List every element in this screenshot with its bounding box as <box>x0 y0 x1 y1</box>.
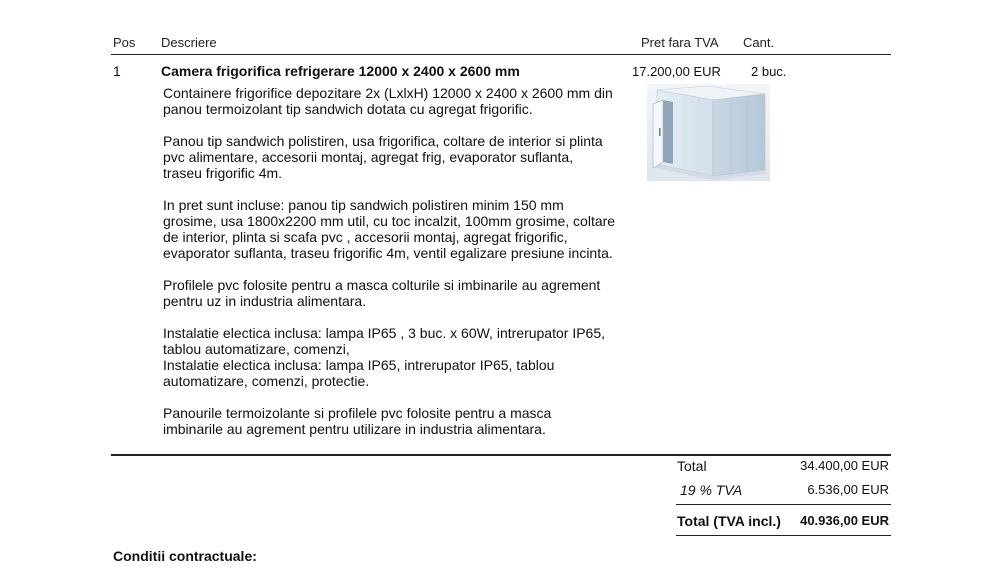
totals-rule <box>676 504 891 505</box>
total-incl-label: Total (TVA incl.) <box>677 513 781 529</box>
tva-value: 6.536,00 EUR <box>807 482 889 497</box>
desc-paragraph: Panou tip sandwich polistiren, usa frigorifica, coltare de interior si plinta pvc alimentare, accesorii montaj, agregat frig, evaporator suflanta, traseu frigorific 4m. <box>163 133 603 181</box>
item-qty: 2 buc. <box>751 64 787 79</box>
cold-room-illustration <box>647 84 770 181</box>
header-pret: Pret fara TVA <box>641 35 719 50</box>
desc-paragraph: Instalatie electica inclusa: lampa IP65 , 3 buc. x 60W, intrerupator IP65, tablou automatizare, comenzi, Instalatie electica inclusa: lampa IP65, intrerupator IP65, tablou automatizare, comenzi, protectie. <box>163 325 606 389</box>
conditions-heading: Conditii contractuale: <box>113 548 257 564</box>
total-label: Total <box>677 458 707 474</box>
header-descriere: Descriere <box>161 35 217 50</box>
item-title: Camera frigorifica refrigerare 12000 x 2400 x 2600 mm <box>161 63 520 79</box>
product-image <box>647 84 770 181</box>
header-pos: Pos <box>113 35 136 50</box>
desc-paragraph: Containere frigorifice depozitare 2x (LxlxH) 12000 x 2400 x 2600 mm din panou termoizolant tip sandwich dotata cu agregat frigorific. <box>163 85 613 117</box>
desc-paragraph: In pret sunt incluse: panou tip sandwich polistiren minim 150 mm grosime, usa 1800x2200 mm util, cu toc incalzit, 100mm grosime, coltare de interior, plinta si scafa pvc , accesorii montaj, agregat frigorific, evaporator suflanta, traseu frigorific 4m, ventil egalizare presiune incinta. <box>163 197 616 261</box>
total-incl-value: 40.936,00 EUR <box>800 513 889 528</box>
totals-bottom-rule <box>676 535 891 536</box>
item-price: 17.200,00 EUR <box>632 64 721 79</box>
item-pos: 1 <box>113 63 121 79</box>
desc-paragraph: Panourile termoizolante si profilele pvc folosite pentru a masca imbinarile au agrement pentru utilizare in industria alimentara. <box>163 405 552 437</box>
header-cant: Cant. <box>743 35 775 50</box>
tva-label: 19 % TVA <box>680 482 743 498</box>
desc-paragraph: Profilele pvc folosite pentru a masca colturile si imbinarile au agrement pentru uz in industria alimentara. <box>163 277 601 309</box>
total-value: 34.400,00 EUR <box>800 458 889 473</box>
item-description <box>163 85 643 453</box>
item-rule <box>111 454 891 456</box>
header-rule <box>111 54 891 55</box>
